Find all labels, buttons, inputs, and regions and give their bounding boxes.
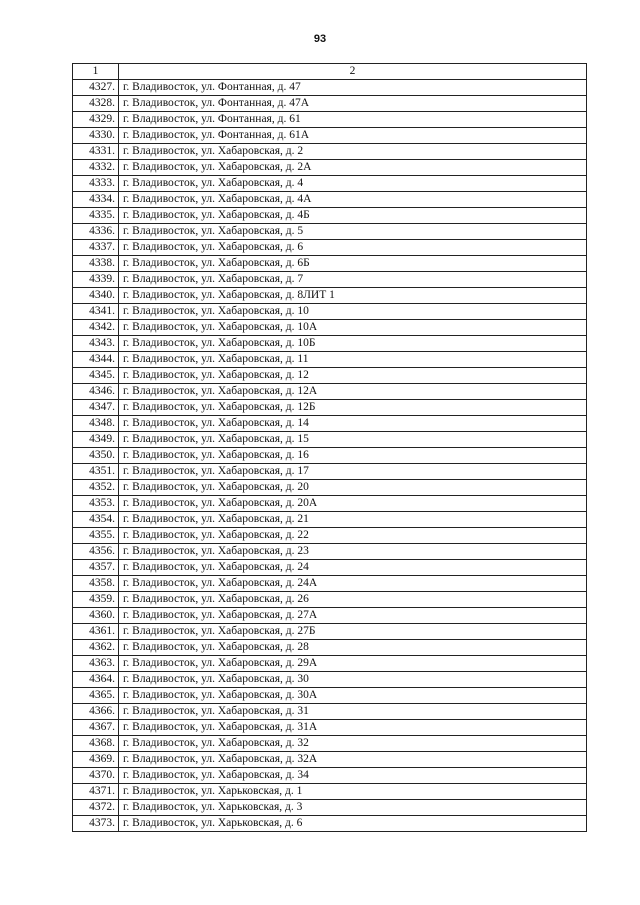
address-cell: г. Владивосток, ул. Хабаровская, д. 32 (119, 736, 587, 752)
row-number-cell: 4334. (73, 192, 119, 208)
row-number-cell: 4349. (73, 432, 119, 448)
table-row (73, 256, 587, 272)
table-row (73, 272, 587, 288)
address-cell: г. Владивосток, ул. Харьковская, д. 6 (119, 816, 587, 832)
address-cell: г. Владивосток, ул. Хабаровская, д. 7 (119, 272, 587, 288)
row-number-cell: 4353. (73, 496, 119, 512)
row-number-cell: 4366. (73, 704, 119, 720)
row-number-cell: 4364. (73, 672, 119, 688)
row-number-cell: 4351. (73, 464, 119, 480)
table-row (73, 96, 587, 112)
table-row (73, 400, 587, 416)
row-number-cell: 4330. (73, 128, 119, 144)
table-row (73, 688, 587, 704)
table-row (73, 368, 587, 384)
table-row (73, 224, 587, 240)
address-cell: г. Владивосток, ул. Хабаровская, д. 16 (119, 448, 587, 464)
address-cell: г. Владивосток, ул. Хабаровская, д. 34 (119, 768, 587, 784)
address-cell: г. Владивосток, ул. Хабаровская, д. 4Б (119, 208, 587, 224)
address-cell: г. Владивосток, ул. Хабаровская, д. 27Б (119, 624, 587, 640)
row-number-cell: 4343. (73, 336, 119, 352)
address-cell: г. Владивосток, ул. Хабаровская, д. 20 (119, 480, 587, 496)
address-cell: г. Владивосток, ул. Фонтанная, д. 61А (119, 128, 587, 144)
row-number-cell: 4355. (73, 528, 119, 544)
address-cell: г. Владивосток, ул. Фонтанная, д. 61 (119, 112, 587, 128)
row-number-cell: 4338. (73, 256, 119, 272)
address-cell: г. Владивосток, ул. Хабаровская, д. 27А (119, 608, 587, 624)
table-row (73, 448, 587, 464)
table-row (73, 576, 587, 592)
address-cell: г. Владивосток, ул. Хабаровская, д. 22 (119, 528, 587, 544)
address-cell: г. Владивосток, ул. Харьковская, д. 1 (119, 784, 587, 800)
table-row (73, 144, 587, 160)
address-cell: г. Владивосток, ул. Хабаровская, д. 30 (119, 672, 587, 688)
row-number-cell: 4365. (73, 688, 119, 704)
address-cell: г. Владивосток, ул. Хабаровская, д. 4А (119, 192, 587, 208)
address-cell: г. Владивосток, ул. Хабаровская, д. 23 (119, 544, 587, 560)
table-row (73, 816, 587, 832)
row-number-cell: 4370. (73, 768, 119, 784)
address-cell: г. Владивосток, ул. Хабаровская, д. 6 (119, 240, 587, 256)
table-row (73, 304, 587, 320)
table-row (73, 784, 587, 800)
address-cell: г. Владивосток, ул. Хабаровская, д. 31 (119, 704, 587, 720)
table-row (73, 640, 587, 656)
row-number-cell: 4358. (73, 576, 119, 592)
address-cell: г. Владивосток, ул. Хабаровская, д. 26 (119, 592, 587, 608)
row-number-cell: 4336. (73, 224, 119, 240)
table-row (73, 560, 587, 576)
row-number-cell: 4362. (73, 640, 119, 656)
address-cell: г. Владивосток, ул. Хабаровская, д. 28 (119, 640, 587, 656)
address-table (72, 63, 587, 832)
address-cell: г. Владивосток, ул. Хабаровская, д. 11 (119, 352, 587, 368)
table-row (73, 320, 587, 336)
page-number: 93 (313, 33, 327, 45)
row-number-cell: 4333. (73, 176, 119, 192)
address-cell: г. Владивосток, ул. Хабаровская, д. 12 (119, 368, 587, 384)
address-cell: г. Владивосток, ул. Хабаровская, д. 32А (119, 752, 587, 768)
row-number-cell: 4332. (73, 160, 119, 176)
address-cell: г. Владивосток, ул. Хабаровская, д. 2А (119, 160, 587, 176)
row-number-cell: 4361. (73, 624, 119, 640)
column-header-number: 1 (73, 64, 119, 80)
row-number-cell: 4354. (73, 512, 119, 528)
table-row (73, 240, 587, 256)
address-cell: г. Владивосток, ул. Хабаровская, д. 12Б (119, 400, 587, 416)
row-number-cell: 4342. (73, 320, 119, 336)
address-cell: г. Владивосток, ул. Хабаровская, д. 8ЛИТ 1 (119, 288, 587, 304)
table-row (73, 512, 587, 528)
table-row (73, 480, 587, 496)
row-number-cell: 4327. (73, 80, 119, 96)
table-row (73, 752, 587, 768)
table-row (73, 416, 587, 432)
table-row (73, 672, 587, 688)
table-row (73, 720, 587, 736)
table-row (73, 624, 587, 640)
table-row (73, 192, 587, 208)
address-cell: г. Владивосток, ул. Хабаровская, д. 24 (119, 560, 587, 576)
address-cell: г. Владивосток, ул. Хабаровская, д. 6Б (119, 256, 587, 272)
row-number-cell: 4371. (73, 784, 119, 800)
table-row (73, 160, 587, 176)
table-row (73, 336, 587, 352)
table-row (73, 704, 587, 720)
row-number-cell: 4328. (73, 96, 119, 112)
row-number-cell: 4360. (73, 608, 119, 624)
table-row (73, 592, 587, 608)
row-number-cell: 4337. (73, 240, 119, 256)
row-number-cell: 4369. (73, 752, 119, 768)
table-row (73, 608, 587, 624)
row-number-cell: 4359. (73, 592, 119, 608)
table-row (73, 496, 587, 512)
table-header-row (73, 64, 587, 80)
table-row (73, 464, 587, 480)
address-cell: г. Владивосток, ул. Хабаровская, д. 15 (119, 432, 587, 448)
row-number-cell: 4350. (73, 448, 119, 464)
table-row (73, 528, 587, 544)
table-row (73, 736, 587, 752)
address-cell: г. Владивосток, ул. Хабаровская, д. 20А (119, 496, 587, 512)
row-number-cell: 4348. (73, 416, 119, 432)
address-cell: г. Владивосток, ул. Хабаровская, д. 21 (119, 512, 587, 528)
table-row (73, 80, 587, 96)
row-number-cell: 4356. (73, 544, 119, 560)
row-number-cell: 4331. (73, 144, 119, 160)
row-number-cell: 4367. (73, 720, 119, 736)
row-number-cell: 4344. (73, 352, 119, 368)
row-number-cell: 4329. (73, 112, 119, 128)
row-number-cell: 4335. (73, 208, 119, 224)
address-cell: г. Владивосток, ул. Хабаровская, д. 29А (119, 656, 587, 672)
address-cell: г. Владивосток, ул. Хабаровская, д. 4 (119, 176, 587, 192)
address-cell: г. Владивосток, ул. Хабаровская, д. 30А (119, 688, 587, 704)
row-number-cell: 4345. (73, 368, 119, 384)
address-cell: г. Владивосток, ул. Хабаровская, д. 2 (119, 144, 587, 160)
address-cell: г. Владивосток, ул. Хабаровская, д. 14 (119, 416, 587, 432)
address-cell: г. Владивосток, ул. Фонтанная, д. 47 (119, 80, 587, 96)
row-number-cell: 4352. (73, 480, 119, 496)
address-cell: г. Владивосток, ул. Хабаровская, д. 17 (119, 464, 587, 480)
row-number-cell: 4339. (73, 272, 119, 288)
address-cell: г. Владивосток, ул. Хабаровская, д. 31А (119, 720, 587, 736)
address-cell: г. Владивосток, ул. Хабаровская, д. 10 (119, 304, 587, 320)
row-number-cell: 4373. (73, 816, 119, 832)
address-cell: г. Владивосток, ул. Хабаровская, д. 5 (119, 224, 587, 240)
table-row (73, 656, 587, 672)
address-cell: г. Владивосток, ул. Хабаровская, д. 10Б (119, 336, 587, 352)
table-row (73, 352, 587, 368)
row-number-cell: 4363. (73, 656, 119, 672)
address-cell: г. Владивосток, ул. Фонтанная, д. 47А (119, 96, 587, 112)
row-number-cell: 4341. (73, 304, 119, 320)
table-row (73, 288, 587, 304)
table-row (73, 768, 587, 784)
table-row (73, 208, 587, 224)
table-row (73, 432, 587, 448)
table-row (73, 544, 587, 560)
row-number-cell: 4357. (73, 560, 119, 576)
address-cell: г. Владивосток, ул. Хабаровская, д. 24А (119, 576, 587, 592)
table-row (73, 128, 587, 144)
address-cell: г. Владивосток, ул. Хабаровская, д. 12А (119, 384, 587, 400)
row-number-cell: 4346. (73, 384, 119, 400)
column-header-address: 2 (119, 64, 587, 80)
row-number-cell: 4372. (73, 800, 119, 816)
table-row (73, 176, 587, 192)
table-row (73, 112, 587, 128)
row-number-cell: 4368. (73, 736, 119, 752)
table-row (73, 800, 587, 816)
table-body (73, 80, 587, 832)
row-number-cell: 4347. (73, 400, 119, 416)
address-cell: г. Владивосток, ул. Хабаровская, д. 10А (119, 320, 587, 336)
address-cell: г. Владивосток, ул. Харьковская, д. 3 (119, 800, 587, 816)
row-number-cell: 4340. (73, 288, 119, 304)
table-row (73, 384, 587, 400)
